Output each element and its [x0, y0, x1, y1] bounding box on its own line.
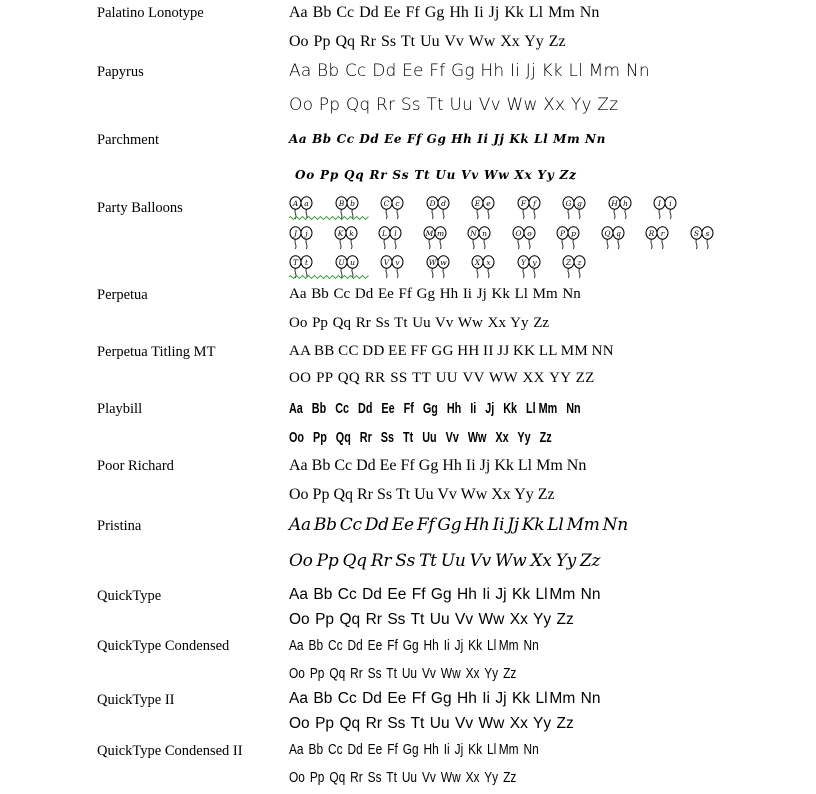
balloon-ww	[426, 255, 452, 279]
svg-text:J: J	[293, 229, 298, 238]
svg-text:s: s	[705, 229, 709, 238]
sample-line-poor-richard-2: Oo Pp Qq Rr Ss Tt Uu Vv Ww Xx Yy Zz	[289, 486, 555, 503]
svg-text:u: u	[349, 258, 355, 267]
svg-text:A: A	[292, 199, 299, 208]
balloon-ll	[378, 226, 404, 250]
svg-text:E: E	[474, 199, 481, 208]
sample-line-quicktype-condensed-2: Oo Pp Qq Rr Ss Tt Uu Vv Ww Xx Yy Zz	[289, 666, 517, 682]
svg-text:z: z	[577, 258, 582, 267]
svg-text:v: v	[395, 258, 400, 267]
balloon-pp	[556, 226, 582, 250]
svg-text:h: h	[622, 199, 628, 208]
sample-line-parchment-1: Aa Bb Cc Dd Ee Ff Gg Hh Ii Jj Kk Ll Mm Nn	[289, 132, 606, 146]
balloon-dd	[426, 196, 452, 220]
svg-text:l: l	[394, 229, 397, 238]
sample-line-quicktype-condensed-1: Aa Bb Cc Dd Ee Ff Gg Hh Ii Jj Kk Ll Mm Nn	[289, 638, 539, 654]
sample-line-papyrus-2: Oo Pp Qq Rr Ss Tt Uu Vv Ww Xx Yy Zz	[289, 95, 619, 115]
sample-line-palatino-2: Oo Pp Qq Rr Ss Tt Uu Vv Ww Xx Yy Zz	[289, 33, 566, 50]
svg-text:G: G	[565, 199, 572, 208]
balloon-ii	[653, 196, 679, 220]
svg-text:X: X	[474, 258, 481, 267]
balloon-ss	[690, 226, 716, 250]
font-name-parchment: Parchment	[97, 132, 160, 148]
font-name-quicktype-ii: QuickType II	[97, 692, 175, 708]
sample-line-pristina-1: Aa Bb Cc Dd Ee Ff Gg Hh Ii Jj Kk Ll Mm Nn	[289, 515, 628, 535]
balloon-kk	[334, 226, 360, 250]
balloon-cc	[380, 196, 406, 220]
svg-text:Z: Z	[565, 258, 572, 267]
svg-text:m: m	[436, 229, 444, 238]
font-name-quicktype: QuickType	[97, 588, 162, 604]
svg-text:r: r	[660, 229, 665, 238]
svg-text:Y: Y	[520, 258, 526, 267]
sample-line-perpetua-titling-1: AA BB CC DD EE FF GG HH II JJ KK LL MM NN	[289, 343, 614, 359]
sample-line-quicktype-2: Oo Pp Qq Rr Ss Tt Uu Vv Ww Xx Yy Zz	[289, 611, 574, 628]
font-name-quicktype-condensed-ii: QuickType Condensed II	[97, 743, 243, 759]
svg-text:W: W	[428, 258, 436, 267]
font-name-pristina: Pristina	[97, 518, 142, 534]
svg-text:j: j	[305, 229, 308, 238]
svg-text:L: L	[382, 229, 387, 238]
spellcheck-squiggle	[289, 216, 369, 220]
balloon-rr	[645, 226, 671, 250]
sample-line-quicktype-1: Aa Bb Cc Dd Ee Ff Gg Hh Ii Jj Kk Ll Mm Nn	[289, 586, 601, 603]
svg-text:e: e	[486, 199, 491, 208]
svg-text:a: a	[304, 199, 309, 208]
svg-text:U: U	[337, 258, 345, 267]
svg-text:d: d	[440, 199, 446, 208]
spellcheck-squiggle	[289, 275, 369, 279]
sample-line-playbill-2: Oo Pp Qq Rr Ss Tt Uu Vv Ww Xx Yy Zz	[289, 429, 552, 446]
sample-line-quicktype-condensed-ii-1: Aa Bb Cc Dd Ee Ff Gg Hh Ii Jj Kk Ll Mm Nn	[289, 742, 539, 758]
sample-line-quicktype-condensed-ii-2: Oo Pp Qq Rr Ss Tt Uu Vv Ww Xx Yy Zz	[289, 770, 517, 786]
svg-text:Q: Q	[603, 229, 611, 238]
balloon-yy	[517, 255, 543, 279]
balloon-ee	[471, 196, 497, 220]
svg-text:c: c	[395, 199, 400, 208]
sample-line-quicktype-ii-1: Aa Bb Cc Dd Ee Ff Gg Hh Ii Jj Kk Ll Mm Nn	[289, 690, 601, 707]
svg-text:q: q	[615, 229, 621, 238]
font-name-quicktype-condensed: QuickType Condensed	[97, 638, 230, 654]
sample-line-perpetua-1: Aa Bb Cc Dd Ee Ff Gg Hh Ii Jj Kk Ll Mm Nn	[289, 286, 581, 302]
svg-text:k: k	[348, 229, 354, 238]
balloon-ff	[517, 196, 543, 220]
svg-text:i: i	[669, 199, 672, 208]
balloon-gg	[562, 196, 588, 220]
balloon-mm	[423, 226, 449, 250]
svg-text:g: g	[577, 199, 582, 208]
svg-text:V: V	[383, 258, 390, 267]
svg-text:R: R	[648, 229, 655, 238]
sample-line-perpetua-titling-2: OO PP QQ RR SS TT UU VV WW XX YY ZZ	[289, 370, 595, 386]
svg-text:o: o	[526, 229, 532, 238]
font-name-party-balloons: Party Balloons	[97, 200, 183, 216]
font-name-papyrus: Papyrus	[97, 64, 144, 80]
balloon-nn	[467, 226, 493, 250]
svg-text:I: I	[658, 199, 661, 208]
svg-text:K: K	[337, 229, 343, 238]
balloon-zz	[562, 255, 588, 279]
balloon-hh	[608, 196, 634, 220]
balloon-xx	[471, 255, 497, 279]
sample-line-poor-richard-1: Aa Bb Cc Dd Ee Ff Gg Hh Ii Jj Kk Ll Mm Nn	[289, 457, 587, 474]
svg-text:T: T	[292, 258, 299, 267]
font-name-playbill: Playbill	[97, 401, 143, 417]
svg-text:N: N	[470, 229, 477, 238]
balloon-qq	[601, 226, 627, 250]
sample-line-perpetua-2: Oo Pp Qq Rr Ss Tt Uu Vv Ww Xx Yy Zz	[289, 315, 550, 331]
svg-text:p: p	[571, 229, 576, 238]
svg-text:f: f	[532, 199, 536, 208]
balloon-vv	[380, 255, 406, 279]
svg-text:B: B	[338, 199, 344, 208]
svg-text:x: x	[486, 258, 491, 267]
balloon-jj	[289, 226, 315, 250]
sample-line-papyrus-1: Aa Bb Cc Dd Ee Ff Gg Hh Ii Jj Kk Ll Mm Nn	[289, 61, 650, 81]
svg-text:D: D	[428, 199, 436, 208]
svg-text:w: w	[439, 258, 447, 267]
svg-text:H: H	[610, 199, 618, 208]
svg-text:n: n	[482, 229, 487, 238]
svg-text:O: O	[514, 229, 522, 238]
svg-text:P: P	[559, 229, 566, 238]
svg-text:C: C	[383, 199, 390, 208]
sample-line-pristina-2: Oo Pp Qq Rr Ss Tt Uu Vv Ww Xx Yy Zz	[289, 551, 601, 571]
font-name-perpetua: Perpetua	[97, 287, 148, 303]
svg-text:t: t	[304, 258, 309, 267]
svg-text:S: S	[693, 229, 699, 238]
font-name-perpetua-titling: Perpetua Titling MT	[97, 344, 216, 360]
font-name-palatino: Palatino Lonotype	[97, 5, 204, 21]
balloon-oo	[512, 226, 538, 250]
font-name-poor-richard: Poor Richard	[97, 458, 174, 474]
svg-text:b: b	[349, 199, 355, 208]
sample-line-palatino-1: Aa Bb Cc Dd Ee Ff Gg Hh Ii Jj Kk Ll Mm Nn	[289, 4, 600, 21]
sample-line-playbill-1: Aa Bb Cc Dd Ee Ff Gg Hh Ii Jj Kk Ll Mm Nn	[289, 400, 581, 417]
svg-text:F: F	[520, 199, 526, 208]
svg-text:M: M	[425, 229, 433, 238]
sample-line-quicktype-ii-2: Oo Pp Qq Rr Ss Tt Uu Vv Ww Xx Yy Zz	[289, 715, 574, 732]
svg-text:y: y	[531, 258, 537, 267]
sample-line-parchment-2: Oo Pp Qq Rr Ss Tt Uu Vv Ww Xx Yy Zz	[295, 168, 577, 182]
